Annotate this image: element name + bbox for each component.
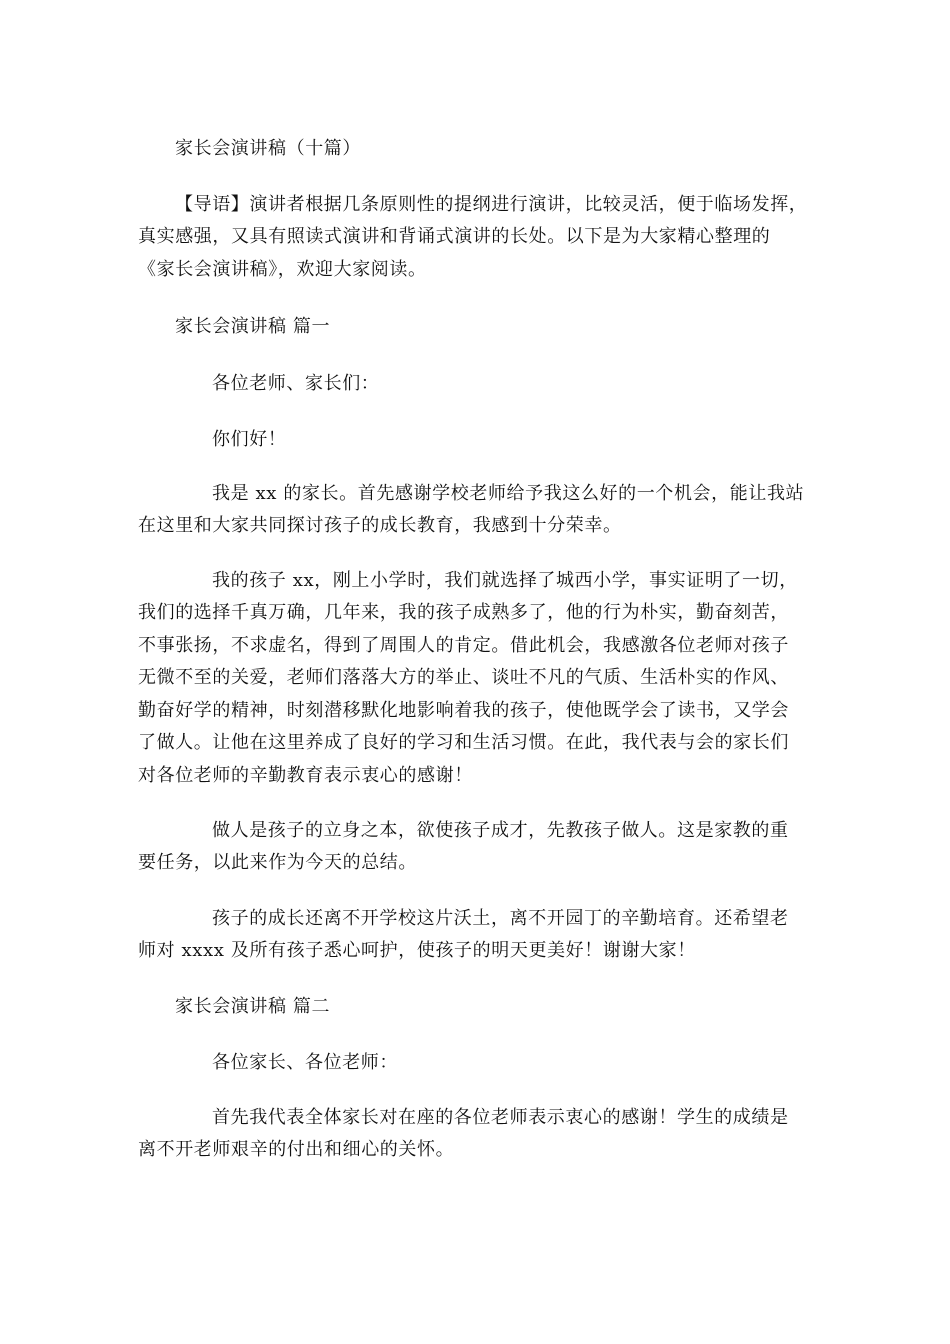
greeting: 你们好！ — [212, 429, 287, 450]
paragraph-line: 我是 xx 的家长。首先感谢学校老师给予我这么好的一个机会，能让我站 — [212, 483, 805, 504]
section-heading: 家长会演讲稿 篇二 — [175, 996, 331, 1017]
section-heading: 家长会演讲稿 篇一 — [175, 316, 331, 337]
paragraph-line: 了做人。让他在这里养成了良好的学习和生活习惯。在此，我代表与会的家长们 — [138, 732, 789, 753]
paragraph-line: 离不开老师艰辛的付出和细心的关怀。 — [138, 1139, 455, 1160]
paragraph-line: 勤奋好学的精神，时刻潜移默化地影响着我的孩子，使他既学会了读书，又学会 — [138, 700, 789, 721]
salutation: 各位老师、家长们： — [212, 373, 380, 394]
intro-line: 【导语】演讲者根据几条原则性的提纲进行演讲，比较灵活，便于临场发挥， — [175, 194, 808, 215]
paragraph-line: 不事张扬，不求虚名，得到了周围人的肯定。借此机会，我感激各位老师对孩子 — [138, 635, 789, 656]
paragraph-line: 我的孩子 xx，刚上小学时，我们就选择了城西小学，事实证明了一切， — [212, 570, 798, 591]
paragraph-line: 做人是孩子的立身之本，欲使孩子成才，先教孩子做人。这是家教的重 — [212, 820, 789, 841]
intro-line: 《家长会演讲稿》，欢迎大家阅读。 — [138, 259, 427, 280]
paragraph-line: 我们的选择千真万确，几年来，我的孩子成熟多了，他的行为朴实，勤奋刻苦， — [138, 602, 789, 623]
salutation: 各位家长、各位老师： — [212, 1052, 398, 1073]
paragraph-line: 对各位老师的辛勤教育表示衷心的感谢！ — [138, 765, 473, 786]
document-title: 家长会演讲稿（十篇） — [175, 138, 361, 159]
paragraph-line: 无微不至的关爱，老师们落落大方的举止、谈吐不凡的气质、生活朴实的作风、 — [138, 667, 789, 688]
paragraph-line: 要任务，以此来作为今天的总结。 — [138, 852, 417, 873]
paragraph-line: 师对 xxxx 及所有孩子悉心呵护，使孩子的明天更美好！谢谢大家！ — [138, 940, 696, 961]
intro-line: 真实感强，又具有照读式演讲和背诵式演讲的长处。以下是为大家精心整理的 — [138, 226, 771, 247]
paragraph-line: 孩子的成长还离不开学校这片沃土，离不开园丁的辛勤培育。还希望老 — [212, 908, 789, 929]
paragraph-line: 首先我代表全体家长对在座的各位老师表示衷心的感谢！学生的成绩是 — [212, 1107, 789, 1128]
paragraph-line: 在这里和大家共同探讨孩子的成长教育，我感到十分荣幸。 — [138, 515, 622, 536]
